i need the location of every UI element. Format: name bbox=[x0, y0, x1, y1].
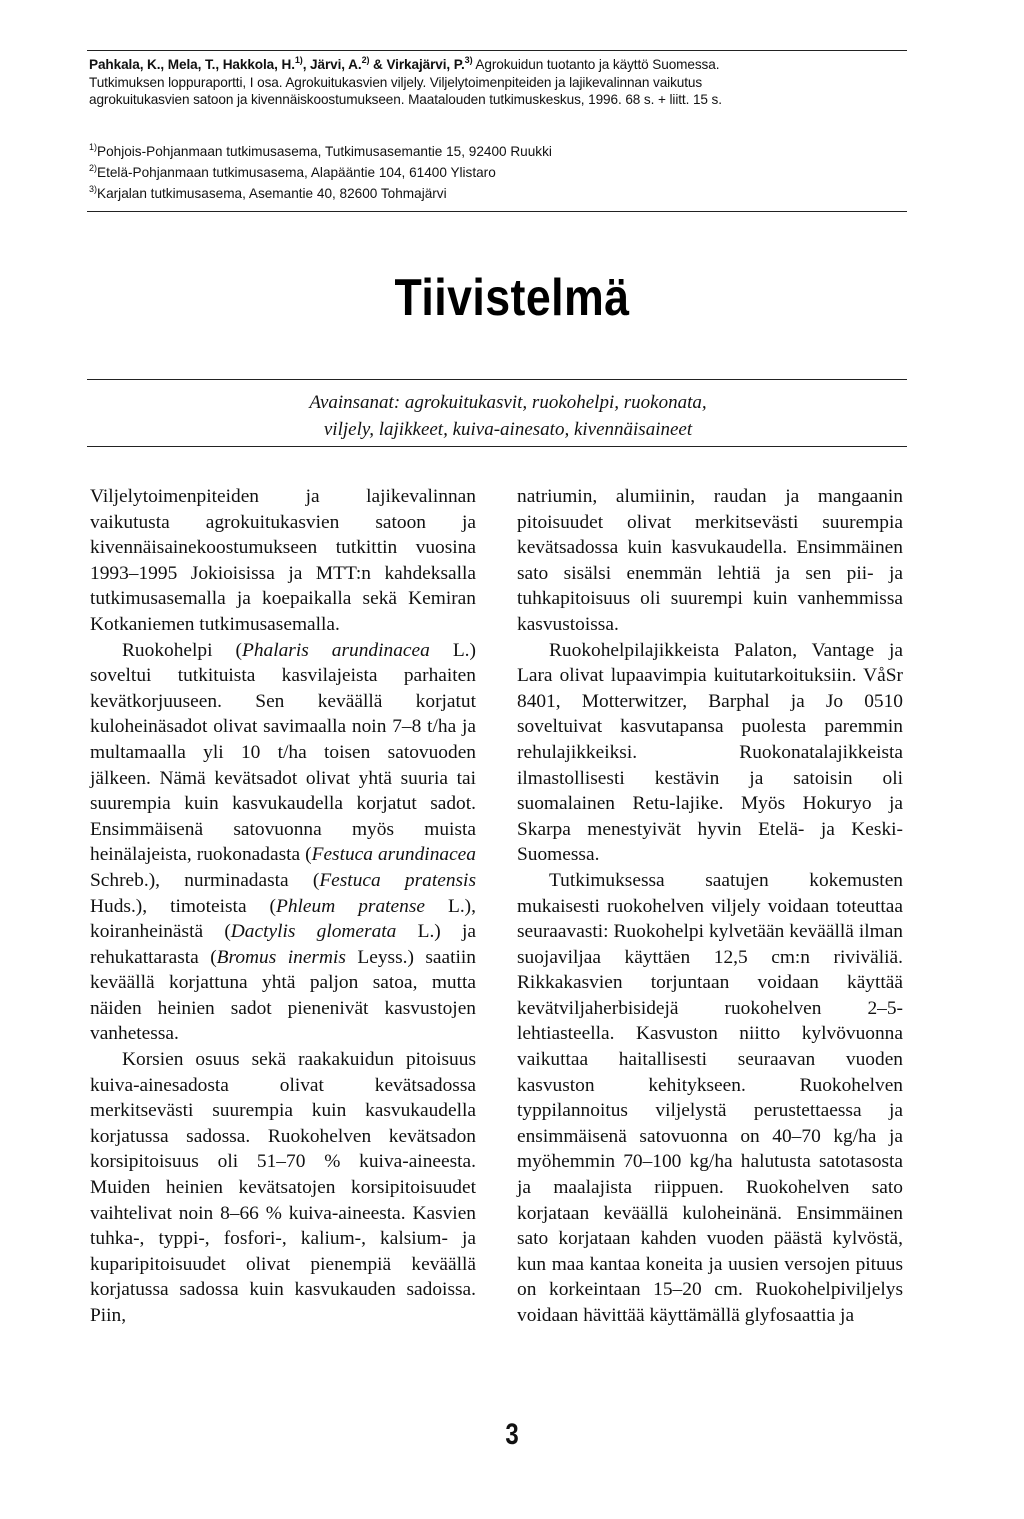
keywords-line-2: viljely, lajikkeet, kuiva-ainesato, kivennäisaineet bbox=[323, 419, 693, 440]
left-column bbox=[90, 484, 476, 1329]
citation-line-3: agrokuitukasvien satoon ja kivennäiskoostumukseen. Maatalouden tutkimuskeskus, 1996. 68 s. + liitt. 15 s. bbox=[89, 92, 722, 107]
right-paragraph-1: natriumin, alumiinin, raudan ja mangaanin pitoisuudet olivat merkitsevästi suurempia kevätsadossa kuin kasvukaudella. Ensimmäinen sato sisälsi enemmän lehtiä ja sen pii- ja tuhkapitoisuus oli suurempi kuin vanhemmissa kasvustoissa. bbox=[517, 486, 903, 635]
keywords-top-rule bbox=[87, 379, 907, 380]
keywords-line-1: Avainsanat: agrokuitukasvit, ruokohelpi, ruokonata, bbox=[309, 392, 707, 413]
page-number: 3 bbox=[505, 1418, 519, 1451]
keywords-bottom-rule bbox=[87, 446, 907, 447]
affiliations bbox=[89, 141, 909, 204]
citation-line-1: Pahkala, K., Mela, T., Hakkola, H.$^{1)}$, Järvi, A.$^{2)}$ & Virkajärvi, P.$^{3)}$ Agrokuidun tuotanto ja käyttö Suomessa. bbox=[89, 55, 720, 72]
top-rule bbox=[87, 50, 907, 51]
right-paragraph-2: Ruokohelpilajikkeista Palaton, Vantage ja Lara olivat lupaavimpia kuitutarkoituksiin. VåSr 8401, Motterwitzer, Barphal ja Jo 0510 soveltuivat kasvutapansa puolesta paremmin rehulajikkeiksi. Ruokonatalajikkeista ilmastollisesti kestävin ja satoisin oli suomalainen Retu-lajike. Myös Hokuryo ja Skarpa menestyivät hyvin Etelä- ja Keski-Suomessa. bbox=[517, 639, 903, 866]
affiliation-1: $^{1)}$Pohjois-Pohjanmaan tutkimusasema, Tutkimusasemantie 15, 92400 Ruukki bbox=[89, 142, 552, 159]
page-title: Tiivistelmä bbox=[394, 269, 630, 327]
affiliation-2: $^{2)}$Etelä-Pohjanmaan tutkimusasema, Alapääntie 104, 61400 Ylistaro bbox=[89, 163, 496, 180]
keywords bbox=[248, 389, 768, 443]
affiliation-3: $^{3)}$Karjalan tutkimusasema, Asemantie 40, 82600 Tohmajärvi bbox=[89, 184, 447, 201]
left-paragraph-3: Korsien osuus sekä raakakuidun pitoisuus kuiva-ainesadosta olivat kevätsadossa merkitsevästi suurempia kuin kasvukaudella korjatussa sadossa. Ruokohelven kevätsadon korsipitoisuus oli 51–70 % kuiva-aineesta. Muiden heinien kevätsatojen korsipitoisuudet vaihtelivat noin 8–66 % kuiva-aineesta. Kasvien tuhka-, typpi-, fosfori-, kalium-, kalsium- ja kuparipitoisuudet olivat pienempiä keväällä korjatussa sadossa kuin kasvukauden sadoissa. Piin, bbox=[90, 1049, 476, 1326]
left-paragraph-2: Ruokohelpi (Phalaris arundinacea L.) soveltui tutkituista kasvilajeista parhaiten kevätkorjuuseen. Sen keväällä korjatut kuloheinäsadot olivat savimaalla noin 7–8 t/ha ja multamaalla yli 10 t/ha toisen satovuoden jälkeen. Nämä kevätsadot olivat yhtä suuria tai suurempia kuin kasvukaudella korjatut sadot. Ensimmäisenä satovuonna myös muista heinälajeista, ruokonadasta (Festuca arundinacea Schreb.), nurminadasta (Festuca pratensis Huds.), timoteista (Phleum pratense L.), koiranheinästä (Dactylis glomerata L.) ja rehukattarasta (Bromus inermis Leyss.) saatiin keväällä korjattuna yhtä paljon satoa, mutta näiden heinien sadot pienenivät kasvustojen vanhetessa. bbox=[90, 639, 477, 1045]
citation-line-2: Tutkimuksen loppuraportti, I osa. Agrokuitukasvien viljely. Viljelytoimenpiteiden ja lajikevalinnan vaikutus bbox=[89, 74, 703, 90]
citation-authors: Pahkala, K., Mela, T., Hakkola, H.$^{1)}$, Järvi, A.$^{2)}$ & Virkajärvi, P.$^{3)}$ bbox=[89, 55, 473, 72]
affiliations-rule bbox=[87, 211, 907, 212]
right-paragraph-3: Tutkimuksessa saatujen kokemusten mukaisesti ruokohelven viljely voidaan toteuttaa seuraavasti: Ruokohelpi kylvetään keväällä ilman suojaviljaa käyttäen 12,5 cm:n riviväliä. Rikkakasvien torjuntaan voidaan käyttää kevätviljaherbisidejä ruokohelven 2–5-lehtiasteella. Kasvuston niitto kylvövuonna vaikuttaa haitallisesti seuraavan vuoden kasvuston kehitykseen. Ruokohelven typpilannoitus viljelystä perustettaessa ja ensimmäisenä satovuonna on 40–70 kg/ha ja myöhemmin 70–100 kg/ha halutusta satotasosta ja maalajista riippuen. Ruokohelven sato korjataan keväällä kuloheinänä. Ensimmäinen sato korjataan kahden vuoden päästä kylvöstä, kun maa kantaa koneita ja uusien versojen pituus on korkeintaan 15–20 cm. Ruokohelpiviljelys voidaan hävittää käyttämällä glyfosaattia ja bbox=[517, 869, 903, 1326]
right-column bbox=[517, 484, 903, 1329]
left-paragraph-1: Viljelytoimenpiteiden ja lajikevalinnan vaikutusta agrokuitukasvien satoon ja kivennäisainekoostumukseen tutkittin vuosina 1993–1995 Jokioisissa ja MTT:n kahdeksalla tutkimusasemalla ja koepaikalla sekä Kemiran Kotkaniemen tutkimusasemalla. bbox=[90, 486, 476, 635]
citation-header bbox=[89, 56, 919, 109]
